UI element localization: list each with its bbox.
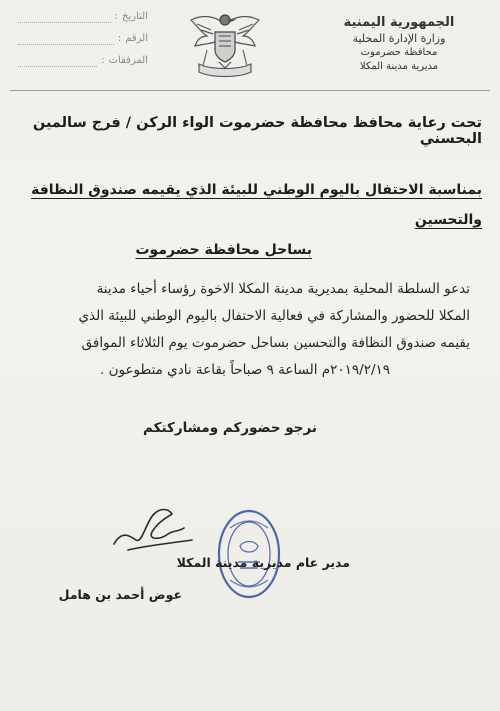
body-line-4: ٢٠١٩/٢/١٩م الساعة ٩ صباحاً بقاعة نادي متطوعون . xyxy=(100,362,390,378)
letterhead-directorate: مديرية مدينة المكلا xyxy=(359,61,439,72)
subject-line-1: بمناسبة الاحتفال باليوم الوطني للبيئة الذي يقيمه صندوق النظافة والتحسين xyxy=(31,182,482,228)
reference-number-line xyxy=(18,34,114,45)
subject-line-2: بساحل محافظة حضرموت xyxy=(135,242,312,258)
letterhead-ministry: وزارة الإدارة المحلية xyxy=(352,32,446,45)
letterhead-governorate: محافظة حضرموت xyxy=(360,47,438,58)
date-field: التاريخ : xyxy=(18,6,148,28)
subject-heading xyxy=(18,175,482,265)
closing-line: نرجو حضوركم ومشاركتكم xyxy=(143,420,317,436)
signer-name: عوض أحمد بن هامل xyxy=(58,587,182,602)
reference-number-label: الرقم xyxy=(125,33,148,44)
patronage-line: تحت رعاية محافظ محافظة حضرموت الواء الركن / فرج سالمين البحسني xyxy=(32,115,482,147)
reference-fields xyxy=(18,6,148,72)
attachments-label: المرفقات xyxy=(108,55,148,66)
header-divider xyxy=(10,90,490,91)
letterhead-country: الجمهورية اليمنية xyxy=(343,15,455,30)
official-stamp-seal xyxy=(216,508,282,600)
date-field-label: التاريخ xyxy=(122,11,148,22)
handwritten-signature xyxy=(108,500,198,560)
body-line-3: يقيمه صندوق النظافة والتحسين بساحل حضرموت يوم الثلاثاء الموافق xyxy=(81,335,470,351)
attachments-field: المرفقات : xyxy=(18,50,148,72)
date-field-line xyxy=(18,12,111,23)
body-line-2: المكلا للحضور والمشاركة في فعالية الاحتفال باليوم الوطني للبيئة الذي xyxy=(78,308,470,324)
signer-title: مدير عام مديرية مدينة المكلا xyxy=(176,555,350,570)
attachments-line xyxy=(18,56,97,67)
letter-body xyxy=(26,276,470,384)
eagle-emblem-icon xyxy=(185,6,265,82)
letterhead-org-block xyxy=(324,14,474,74)
reference-number-field: الرقم : xyxy=(18,28,148,50)
body-line-1: تدعو السلطة المحلية بمديرية مدينة المكلا الاخوة رؤساء أحياء مدينة xyxy=(96,281,470,297)
